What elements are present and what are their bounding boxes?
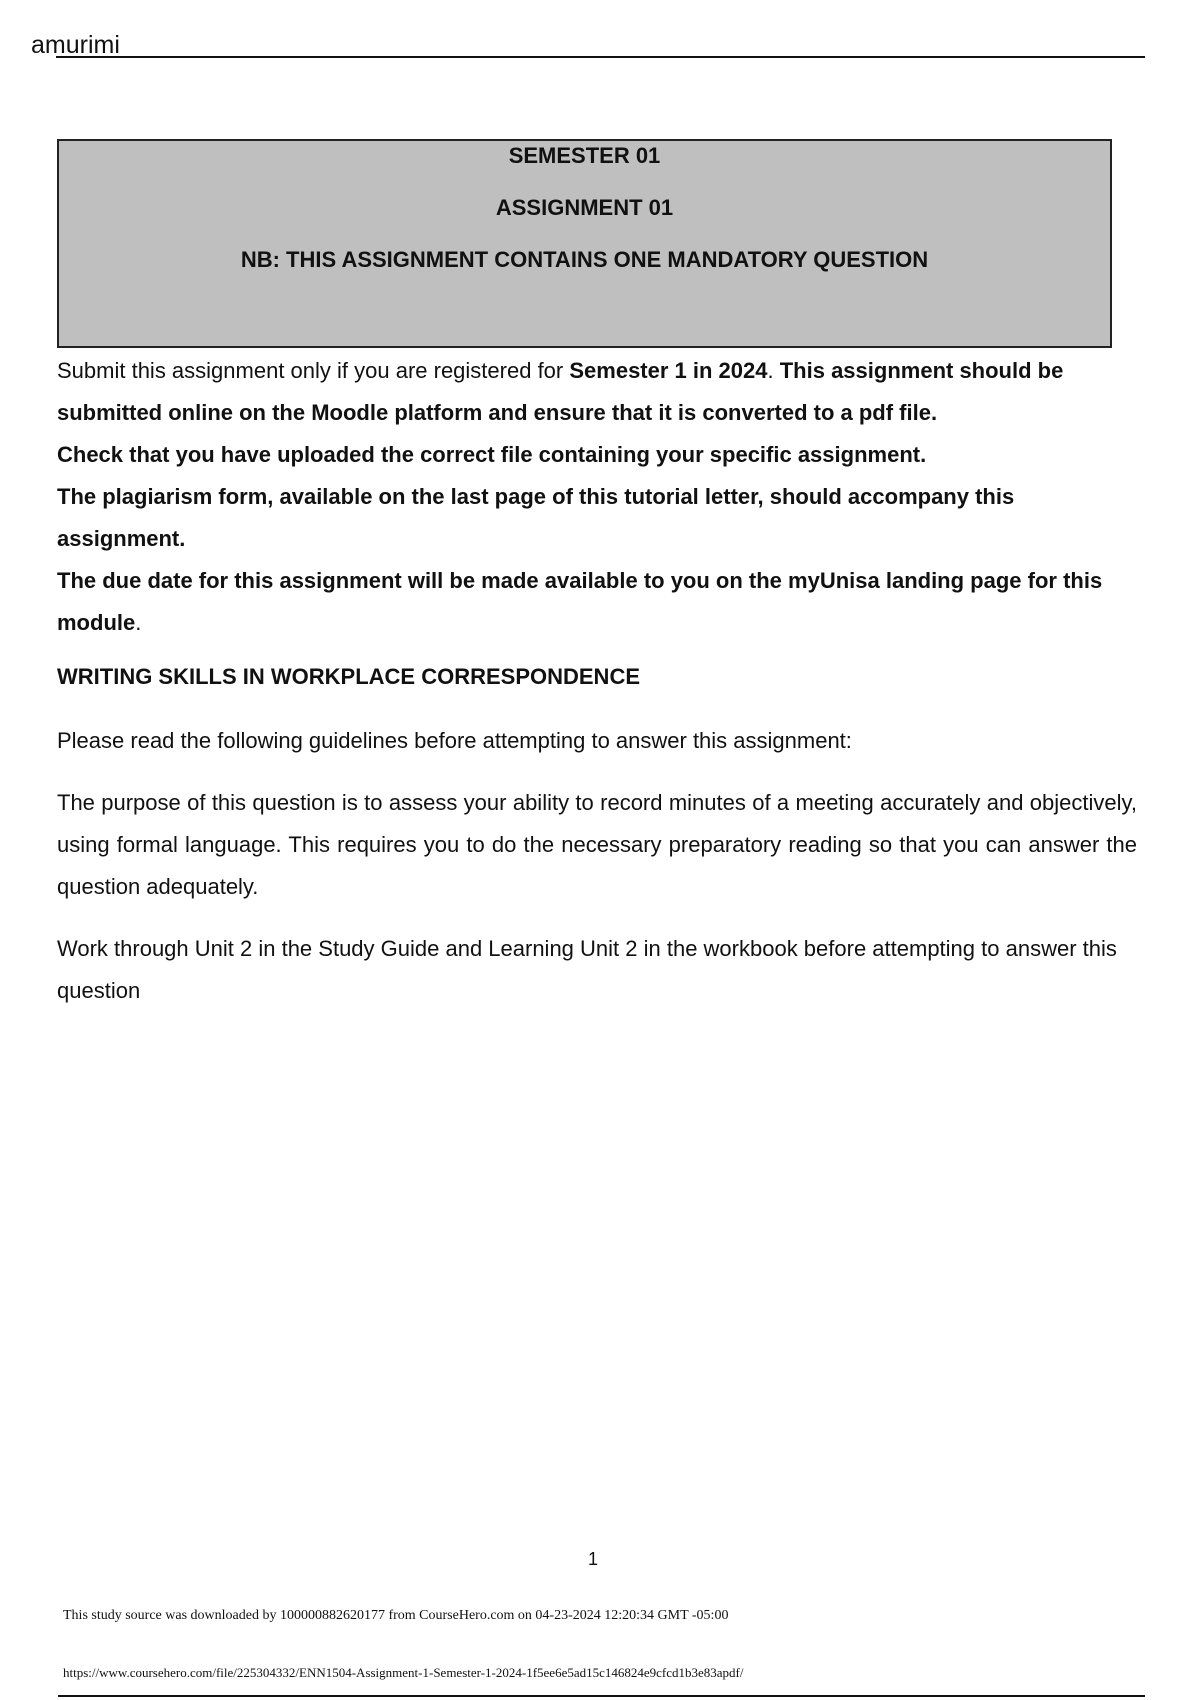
notice-plagiarism-text: The plagiarism form, available on the last page of this tutorial letter, should accompany this assignment. xyxy=(57,484,1015,551)
submission-notice xyxy=(57,350,1137,644)
notice-due-date xyxy=(57,560,1137,644)
notice-check-upload-text: Check that you have uploaded the correct file containing your specific assignment. xyxy=(57,442,927,467)
notice-semester-bold: Semester 1 in 2024 xyxy=(569,358,768,383)
notice-registration-text: Submit this assignment only if you are registered for xyxy=(57,358,570,383)
assignment-title: ASSIGNMENT 01 xyxy=(495,195,674,220)
footer-divider xyxy=(58,1695,1145,1697)
semester-title: SEMESTER 01 xyxy=(508,143,661,168)
document-body xyxy=(57,350,1137,1012)
source-url: https://www.coursehero.com/file/225304332/ENN1504-Assignment-1-Semester-1-2024-1f5ee6e5ad15c146824e9cfcd1b3e83apdf/ xyxy=(63,1665,744,1680)
work-through-paragraph: Work through Unit 2 in the Study Guide and Learning Unit 2 in the workbook before attempting to answer this question xyxy=(57,936,1117,1003)
page-number: 1 xyxy=(587,1549,598,1569)
notice-separator: . xyxy=(767,358,780,383)
section-heading: WRITING SKILLS IN WORKPLACE CORRESPONDENCE xyxy=(57,664,641,689)
header-username: amurimi xyxy=(31,31,120,59)
notice-registration xyxy=(57,350,1137,434)
notice-plagiarism xyxy=(57,476,1137,560)
guidelines-intro: Please read the following guidelines before attempting to answer this assignment: xyxy=(57,728,852,753)
purpose-paragraph: The purpose of this question is to assess your ability to record minutes of a meeting accurately and objectively, using formal language. This requires you to do the necessary preparatory reading so that you can answer the question adequately. xyxy=(57,790,1137,899)
assignment-title-box xyxy=(57,139,1112,348)
notice-moodle-bold: This assignment should be submitted online on the Moodle platform and ensure that it is converted to a pdf file. xyxy=(57,358,1064,425)
header-divider xyxy=(56,56,1145,58)
notice-due-date-period: . xyxy=(135,610,142,635)
mandatory-question-note: NB: THIS ASSIGNMENT CONTAINS ONE MANDATORY QUESTION xyxy=(240,247,929,272)
notice-due-date-text: The due date for this assignment will be made available to you on the myUnisa landing page for this module xyxy=(57,568,1103,635)
download-source-note: This study source was downloaded by 100000882620177 from CourseHero.com on 04-23-2024 12:20:34 GMT -05:00 xyxy=(63,1608,729,1623)
notice-check-upload xyxy=(57,434,1137,476)
